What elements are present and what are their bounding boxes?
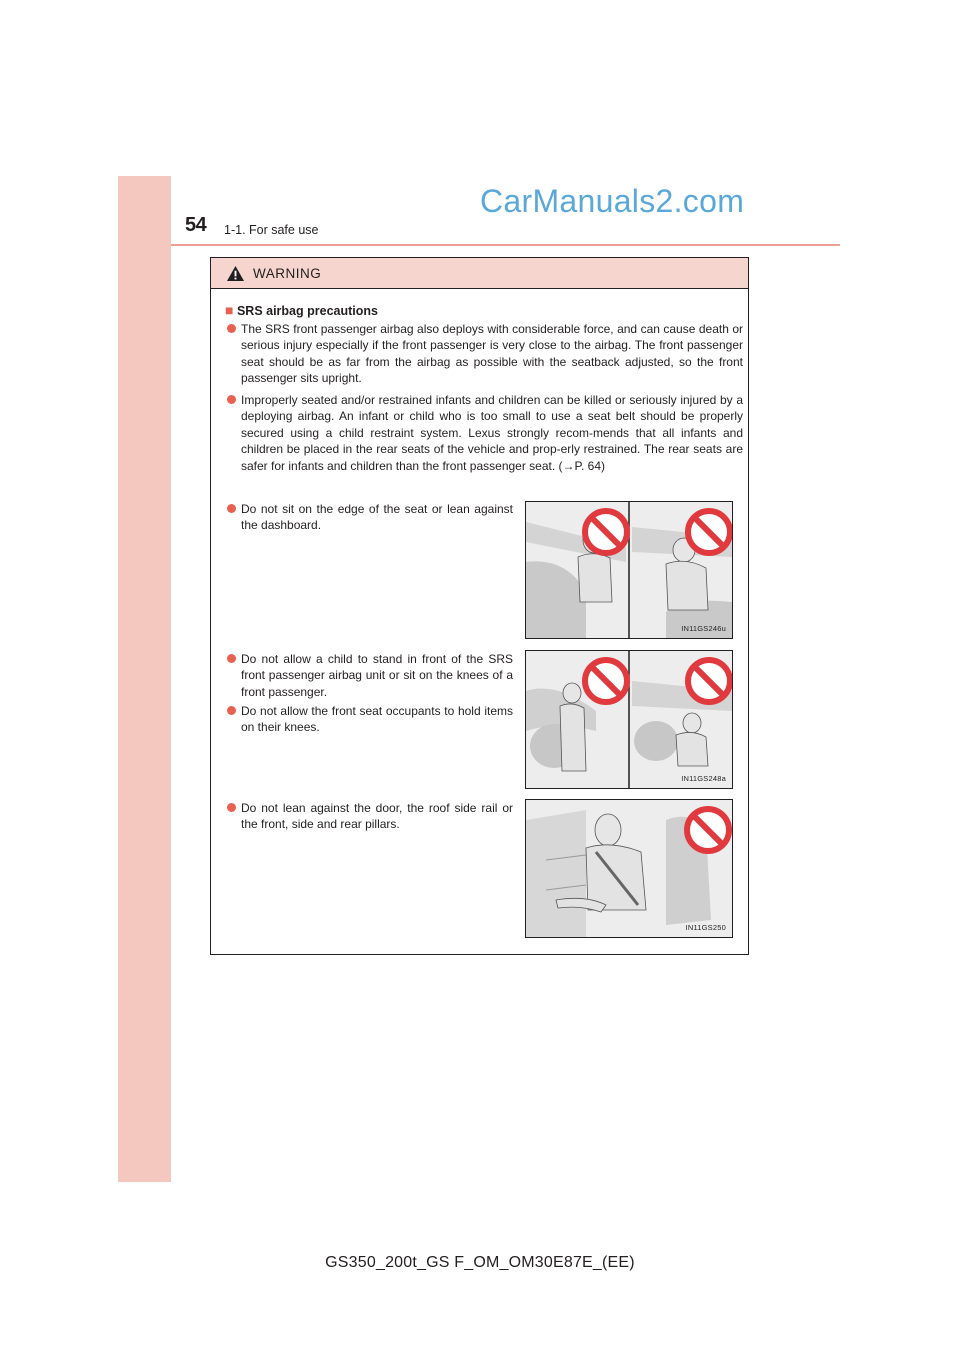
prohibited-icon: [687, 809, 729, 851]
warning-item: Do not allow a child to stand in front of the SRS front passenger airbag unit or sit on the knees of a front passenger.: [241, 651, 513, 700]
warning-item: Improperly seated and/or restrained infants and children can be killed or seriously injured by a deploying airbag. An infant or child who is too small to use a seat belt should be properly secured using a child restraint system. Lexus strongly recom-mends that all infants and children be placed in the rear seats of the vehicle and prop-erly restrained. The rear seats are safer for infants and children than the front passenger seat. (→P. 64): [241, 392, 743, 474]
bullet-icon: [227, 504, 236, 513]
illustration-seat-edge: [525, 501, 733, 639]
warning-item: Do not lean against the door, the roof side rail or the front, side and rear pillars.: [241, 800, 513, 833]
illustration-code: IN11GS250: [685, 923, 726, 932]
prohibited-icon: [585, 660, 627, 702]
illustration-code: IN11GS248a: [681, 774, 726, 783]
warning-triangle-icon: [226, 265, 245, 282]
illustration-child-front: [525, 650, 733, 789]
warning-label: WARNING: [253, 265, 322, 281]
bullet-icon: [227, 706, 236, 715]
illustration-code: IN11GS246u: [681, 624, 726, 633]
warning-item: The SRS front passenger airbag also deploys with considerable force, and can cause death or serious injury especially if the front passenger is very close to the airbag. The front passenger seat should be as far from the airbag as possible with the seatback adjusted, so the front passenger sits upright.: [241, 321, 743, 387]
square-bullet-icon: ■: [225, 302, 234, 318]
prohibited-icon: [688, 511, 730, 553]
section-title: 1-1. For safe use: [224, 223, 319, 237]
warning-item: Do not allow the front seat occupants to hold items on their knees.: [241, 703, 513, 736]
warning-item: Do not sit on the edge of the seat or lean against the dashboard.: [241, 501, 513, 534]
header-rule: [171, 244, 840, 246]
warning-box: [210, 257, 749, 955]
bullet-icon: [227, 324, 236, 333]
bullet-icon: [227, 395, 236, 404]
warning-header: [211, 258, 748, 289]
warning-subheading: ■ SRS airbag precautions: [225, 302, 378, 318]
page-number: 54: [185, 214, 207, 236]
bullet-icon: [227, 803, 236, 812]
watermark: CarManuals2.com: [480, 183, 745, 219]
side-tab-band: [118, 176, 171, 1182]
illustration-door-lean: [525, 799, 733, 938]
footer-doc-code: GS350_200t_GS F_OM_OM30E87E_(EE): [325, 1254, 635, 1271]
prohibited-icon: [585, 511, 627, 553]
prohibited-icon: [688, 660, 730, 702]
bullet-icon: [227, 654, 236, 663]
